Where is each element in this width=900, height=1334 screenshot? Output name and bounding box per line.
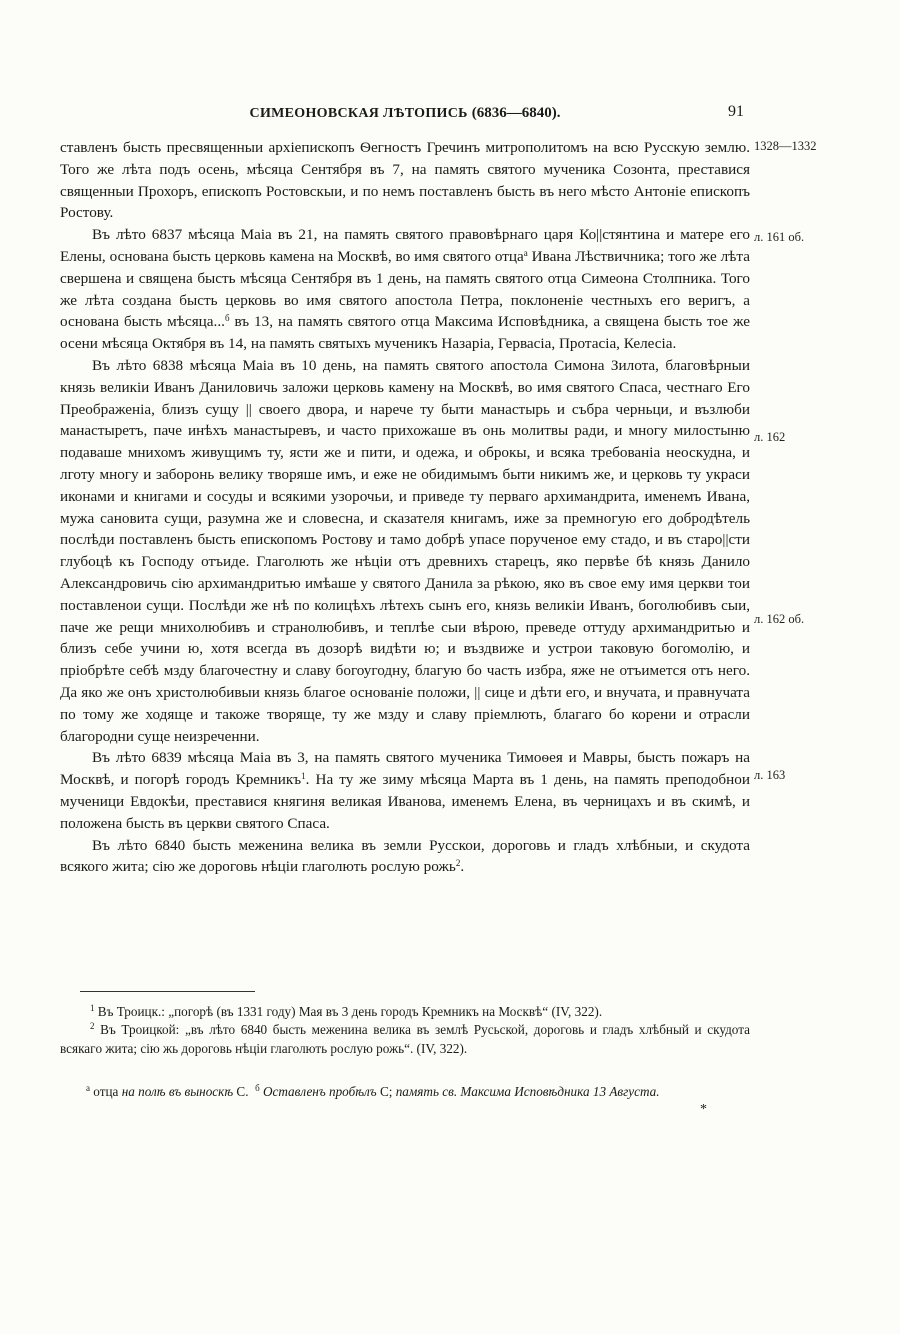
- margin-note-leaf-163: л. 163: [754, 768, 786, 782]
- footnotes: [60, 1003, 750, 1058]
- footnote-2: [60, 1021, 750, 1058]
- variant-marker-a: а: [86, 1083, 90, 1093]
- variant-marker-b: б: [224, 313, 230, 324]
- variant-italic: память св. Максима Исповѣдника 13 Августа.: [395, 1084, 660, 1099]
- footnote-number: 1: [90, 1003, 95, 1013]
- footnote-text: Въ Троицк.: „погорѣ (въ 1331 году) Мая въ 3 день городъ Кремникъ на Москвѣ“ (IV, 322).: [97, 1004, 603, 1019]
- year-range: (6836—6840).: [471, 105, 561, 121]
- paragraph-continuation: [60, 137, 750, 224]
- footnote-marker-1: 1: [301, 771, 306, 782]
- paragraph-text: Въ лѣто 6837 мѣсяца Маіа въ 21, на память святого правовѣрнаго царя Ко||стянтина и матере его Елены, основана бысть церковь камена на Москвѣ, во имя святого отца: [60, 226, 750, 265]
- main-text: [60, 137, 750, 878]
- variant-italic: на полѣ въ выноскѣ: [121, 1084, 234, 1099]
- paragraph-text: Ивана Лѣствичника; того же лѣта свершена и священа бысть мѣсяца Сентября въ 1 день, на память святого отца Симеона Столпника. Того же лѣта создана бысть церковь во имя святого апостола Петра, поклоненіе честныхъ его веригъ, а основана бысть мѣсяца...: [60, 247, 750, 331]
- paragraph-text: Въ лѣто 6839 мѣсяца Маіа въ 3, на память святого мученика Тимоѳея и Мавры, бысть пожаръ на Москвѣ, и погорѣ городъ Кремникъ: [60, 749, 750, 789]
- page-title: СИМЕОНОВСКАЯ ЛѢТОПИСЬ: [249, 106, 468, 121]
- variant-italic: Оставленъ пробѣлъ: [263, 1084, 377, 1099]
- paragraph-text: . На ту же зиму мѣсяца Марта въ 1 день, на память преподобнои мученици Евдокѣи, преставися княгиня великая Иванова, именемъ Елена, въ черницахъ и въ скимѣ, и положена бысть въ церкви святого Спаса.: [60, 771, 750, 832]
- variant-text: С;: [376, 1084, 396, 1099]
- margin-note-leaf-162v: л. 162 об.: [754, 612, 805, 626]
- paragraph-6839: [60, 747, 750, 834]
- paragraph-text: ставленъ бысть пресвященныи архіепископъ Ѳегностъ Гречинъ митрополитомъ на всю Русскую землю. Того же лѣта подъ осень, мѣсяца Сентября въ 7, на память святого мученика Созонта, преставися священныи Прохоръ, епископъ Ростовскыи, и по немъ поставленъ бысть въ него мѣсто Антоніе епископъ Ростову.: [60, 139, 750, 222]
- running-header: [60, 104, 750, 122]
- variant-text: С.: [233, 1084, 249, 1099]
- variant-readings: [86, 1083, 746, 1101]
- footnote-text: Въ Троицкой: „въ лѣто 6840 бысть меженина велика въ землѣ Русьской, дороговь и гладъ хлѣбный и скудота всякагo жита; сію жь дороговь нѣціи глаголють рослую рожь“. (IV, 322).: [60, 1022, 751, 1056]
- margin-note-leaf-161v: л. 161 об.: [754, 230, 805, 244]
- variant-marker-b: б: [255, 1083, 260, 1093]
- paragraph-6838: [60, 355, 750, 747]
- paragraph-text: Въ лѣто 6838 мѣсяца Маіа въ 10 день, на память святого апостола Симона Зилота, благовѣрныи князь великіи Иванъ Даниловичь заложи церковь камену на Москвѣ, во имя святого Спаса, честнаго Его Преображеніа, близъ сущу || своего двора, и нарече ту быти манастырь и събра черньци, и възлюби манастыретъ, паче инѣхъ манастыревъ, и часто прихожаше въ онь молитвы ради, и многу милостыню подаваше мнихомъ живущимъ ту, ясти же и пити, и одежа, и оброкы, и всяка требованіа неоскудна, и лготу многу и заборонь велику творяше имъ, и еже не обидимымъ быти никимъ же, и церковь ту украси иконами и книгами и сосуды и всякими узорочьи, и приведе ту перваго архимандрита, именемъ Ивана, мужа сановита сущи, разумна же и словесна, и сказателя книгамъ, иже за премногую его добродѣтель послѣди поставленъ бысть епископомъ Ростову и тамо добрѣ упасе порученое ему стадо, и въ старо||сти глубоцѣ къ Господу отъиде. Глаголють же нѣцiи отъ древнихъ старецъ, яко первѣе бѣ князь Данило Александровичь сію архимандритью имѣаше у святого Данила за рѣкою, яко въ свое ему имя церкви тои поставленои сущи. Послѣди же нѣ по колицѣхъ лѣтехъ сынъ его, князь великіи Иванъ, боголюбивъ сыи, паче же рещи мнихолюбивъ и странолюбивъ, и теплѣе сыи вѣрою, преведе оттуду архимандритью и близъ себе учини ю, хотя всегда въ дозорѣ видѣти ю; и въздвиже и устрои таковую богомолію, и пріобрѣте себѣ мзду благочестну и славу богоугодну, благую бо часть избра, яже не отъимется отъ него. Да яко же онъ христолюбивыи князь благое основаніе положи, || сице и дѣти его, и внучата, и правнучата по тому же ходяще и такоже творяще, ту же мзду и славу пріемлють, благаго бо корени и отрасли благородни суще неизреченни.: [60, 356, 750, 745]
- footnote-marker-2: 2: [455, 858, 461, 869]
- margin-note-leaf-162: л. 162: [754, 430, 786, 444]
- paragraph-6837: [60, 224, 750, 355]
- variant-marker-a: а: [523, 247, 528, 258]
- margin-note-years: 1328—1332: [754, 139, 817, 153]
- signature-mark: *: [700, 1102, 707, 1117]
- paragraph-text: въ 13, на память святого отца Максима Исповѣдника, а священа бысть тое же осени мѣсяца Октября въ 14, на память святыхъ мученикъ Назаріа, Гервасіа, Протасіа, Келесіа.: [60, 313, 751, 353]
- variant-text: отца: [90, 1084, 122, 1099]
- paragraph-text: Въ лѣто 6840 бысть меженина велика въ земли Русскои, дороговь и гладъ хлѣбныи, и скудота всякого жита; сію же дороговь нѣцiи глаголють рослую рожь: [60, 836, 750, 876]
- footnote-number: 2: [90, 1021, 95, 1032]
- paragraph-6840: Въ лѣто 6840 бысть меженина велика въ земли Русскои, дороговь и гладъ хлѣбныи, и скудота всякого жита; сію же дороговь нѣцiи глаголють рослую рожь$^2$.: [60, 836, 750, 876]
- footnote-divider: [80, 991, 255, 992]
- footnote-1: [60, 1003, 750, 1021]
- page-number: 91: [728, 103, 744, 120]
